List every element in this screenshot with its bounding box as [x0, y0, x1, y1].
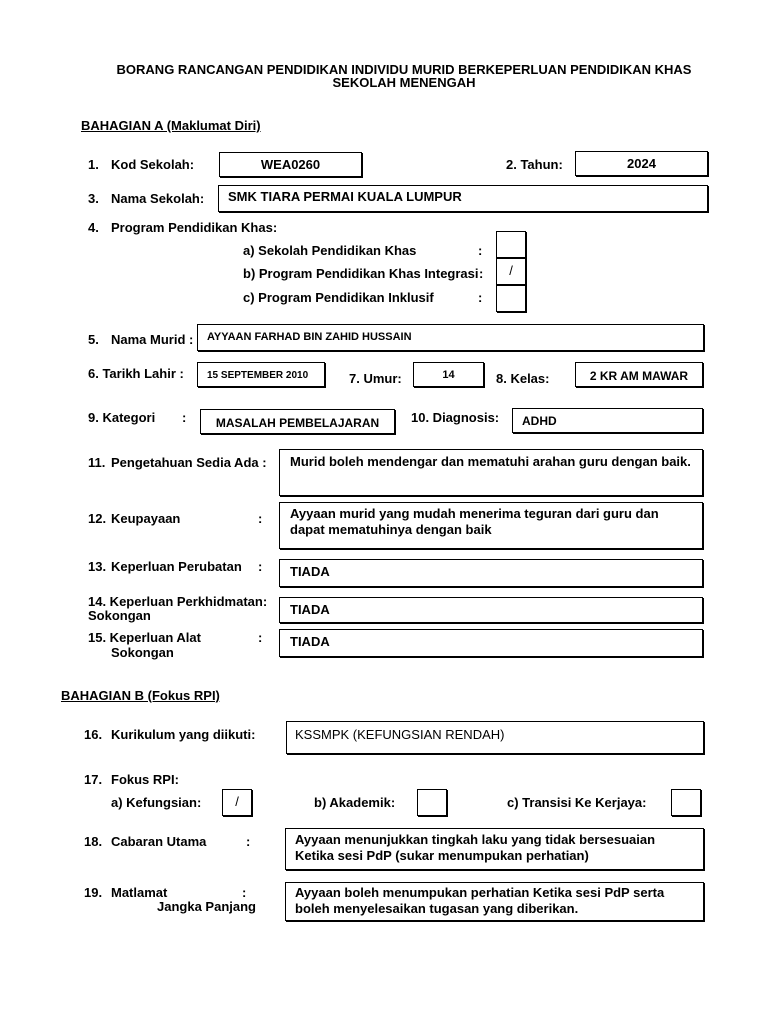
- q7-label: 7. Umur:: [349, 371, 402, 386]
- support-service-field[interactable]: TIADA: [279, 597, 703, 623]
- long-term-goal-field[interactable]: Ayyaan boleh menumpukan perhatian Ketika sesi PdP serta boleh menyelesaikan tugasan yang diberikan.: [285, 882, 704, 921]
- student-name-field[interactable]: AYYAAN FARHAD BIN ZAHID HUSSAIN: [197, 324, 704, 351]
- q4-option-b-checkbox[interactable]: /: [496, 258, 526, 285]
- q15-colon: :: [258, 630, 263, 645]
- q12-label: Keupayaan: [111, 511, 181, 526]
- form-subtitle: SEKOLAH MENENGAH: [332, 75, 476, 90]
- functional-checkbox[interactable]: /: [222, 789, 252, 816]
- category-field[interactable]: MASALAH PEMBELAJARAN: [200, 409, 395, 434]
- year-field[interactable]: 2024: [575, 151, 708, 176]
- q3-number: 3.: [88, 191, 99, 206]
- q17-transition-label: c) Transisi Ke Kerjaya:: [507, 795, 647, 810]
- q14-label-cont: Sokongan: [88, 608, 151, 623]
- q18-number: 18.: [84, 834, 103, 849]
- q5-label: Nama Murid :: [111, 332, 194, 347]
- q16-number: 16.: [84, 727, 103, 742]
- q4-option-a-checkbox[interactable]: [496, 231, 526, 258]
- diagnosis-field[interactable]: ADHD: [512, 408, 703, 433]
- q16-label: Kurikulum yang diikuti:: [111, 727, 256, 742]
- q17-academic-label: b) Akademik:: [314, 795, 396, 810]
- q13-label: Keperluan Perubatan: [111, 559, 242, 574]
- q12-colon: :: [258, 511, 263, 526]
- q18-label: Cabaran Utama: [111, 834, 207, 849]
- birth-date-field[interactable]: 15 SEPTEMBER 2010: [197, 362, 325, 387]
- transition-checkbox[interactable]: [671, 789, 701, 816]
- q17-number: 17.: [84, 772, 103, 787]
- q14-label: 14. Keperluan Perkhidmatan:: [88, 594, 268, 609]
- q5-number: 5.: [88, 332, 99, 347]
- q19-number: 19.: [84, 885, 103, 900]
- q13-colon: :: [258, 559, 263, 574]
- ability-field[interactable]: Ayyaan murid yang mudah menerima teguran dari guru dan dapat mematuhinya dengan baik: [279, 502, 703, 549]
- q12-number: 12.: [88, 511, 107, 526]
- q19-label: Matlamat: [111, 885, 168, 900]
- curriculum-field[interactable]: KSSMPK (KEFUNGSIAN RENDAH): [286, 721, 704, 754]
- q4-label: Program Pendidikan Khas:: [111, 220, 278, 235]
- medical-needs-field[interactable]: TIADA: [279, 559, 703, 587]
- q19-label-cont: Jangka Panjang: [157, 899, 256, 914]
- section-a-title: BAHAGIAN A (Maklumat Diri): [81, 118, 261, 133]
- form-title: BORANG RANCANGAN PENDIDIKAN INDIVIDU MURID BERKEPERLUAN PENDIDIKAN KHAS: [116, 62, 692, 77]
- age-field[interactable]: 14: [413, 362, 484, 387]
- q6-label: 6. Tarikh Lahir :: [88, 366, 184, 381]
- q4-number: 4.: [88, 220, 99, 235]
- q18-colon: :: [246, 834, 251, 849]
- q9-label: 9. Kategori: [88, 410, 156, 425]
- school-code-field[interactable]: WEA0260: [219, 152, 362, 177]
- q4-option-a-colon: :: [478, 243, 483, 258]
- q17-functional-label: a) Kefungsian:: [111, 795, 202, 810]
- section-b-title: BAHAGIAN B (Fokus RPI): [61, 688, 220, 703]
- q2-label: 2. Tahun:: [506, 157, 563, 172]
- prior-knowledge-field[interactable]: Murid boleh mendengar dan mematuhi arahan guru dengan baik.: [279, 449, 703, 496]
- q4-option-b-label: b) Program Pendidikan Khas Integrasi: [243, 266, 479, 281]
- q11-number: 11.: [88, 455, 106, 470]
- q3-label: Nama Sekolah:: [111, 191, 205, 206]
- q1-number: 1.: [88, 157, 99, 172]
- q17-label: Fokus RPI:: [111, 772, 179, 787]
- q8-label: 8. Kelas:: [496, 371, 550, 386]
- q19-colon: :: [242, 885, 247, 900]
- support-tools-field[interactable]: TIADA: [279, 629, 703, 657]
- q15-label-cont: Sokongan: [111, 645, 174, 660]
- q15-label: 15. Keperluan Alat: [88, 630, 201, 645]
- q13-number: 13.: [88, 559, 107, 574]
- q4-option-c-label: c) Program Pendidikan Inklusif: [243, 290, 434, 305]
- class-field[interactable]: 2 KR AM MAWAR: [575, 362, 703, 387]
- q4-option-a-label: a) Sekolah Pendidikan Khas: [243, 243, 417, 258]
- q10-label: 10. Diagnosis:: [411, 410, 500, 425]
- main-challenge-field[interactable]: Ayyaan menunjukkan tingkah laku yang tidak bersesuaian Ketika sesi PdP (sukar menumpukan perhatian): [285, 828, 704, 870]
- school-name-field[interactable]: SMK TIARA PERMAI KUALA LUMPUR: [218, 185, 708, 212]
- q4-option-c-checkbox[interactable]: [496, 285, 526, 312]
- q11-label: Pengetahuan Sedia Ada :: [111, 455, 267, 470]
- academic-checkbox[interactable]: [417, 789, 447, 816]
- q1-label: Kod Sekolah:: [111, 157, 195, 172]
- q9-colon: :: [182, 410, 187, 425]
- q4-option-c-colon: :: [478, 290, 483, 305]
- q4-option-b-colon: :: [479, 266, 484, 281]
